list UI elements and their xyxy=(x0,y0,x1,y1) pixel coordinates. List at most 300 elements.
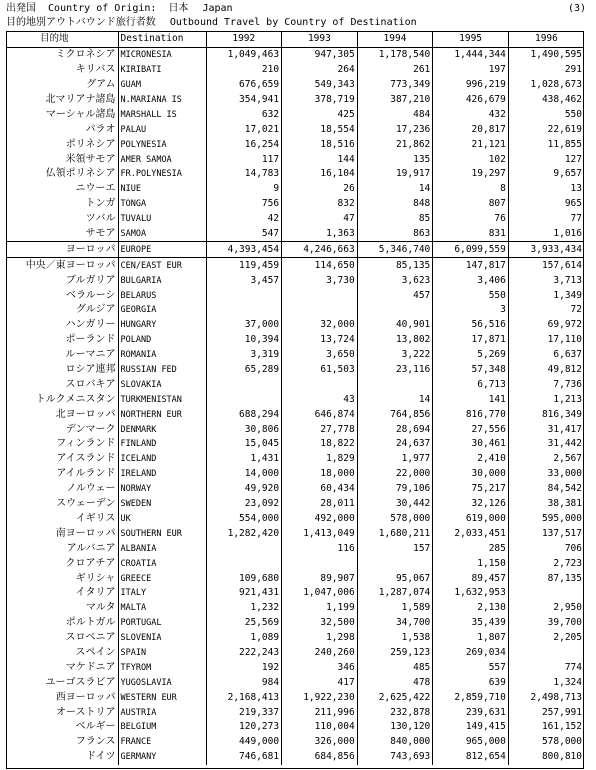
destination-ja: イギリス xyxy=(75,512,116,524)
destination-en: N.MARIANA IS xyxy=(118,93,206,108)
cell-value: 326,000 xyxy=(282,735,358,750)
cell-value: 485 xyxy=(357,660,433,675)
col-header-dest-en: Destination xyxy=(118,32,206,48)
cell-value: 816,770 xyxy=(433,407,509,422)
cell-value: 16,254 xyxy=(206,137,282,152)
cell-value: 26 xyxy=(282,182,358,197)
cell-value: 4,246,663 xyxy=(282,242,358,258)
cell-value: 1,490,595 xyxy=(508,47,584,62)
cell-value: 19,917 xyxy=(357,167,433,182)
table-row xyxy=(6,122,584,137)
destination-ja: ニウーエ xyxy=(75,183,116,195)
cell-value: 161,152 xyxy=(508,720,584,735)
table-row xyxy=(6,182,584,197)
cell-value: 646,874 xyxy=(282,407,358,422)
cell-value: 2,410 xyxy=(433,452,509,467)
destination-ja: スロベニア xyxy=(65,632,116,644)
cell-value: 30,461 xyxy=(433,437,509,452)
cell-value: 17,021 xyxy=(206,122,282,137)
destination-en: AMER SAMOA xyxy=(118,152,206,167)
table-row xyxy=(6,452,584,467)
cell-value: 17,871 xyxy=(433,333,509,348)
cell-value: 684,856 xyxy=(282,750,358,765)
cell-value: 438,462 xyxy=(508,93,584,108)
cell-value: 478 xyxy=(357,675,433,690)
cell-value: 2,205 xyxy=(508,631,584,646)
cell-value: 117 xyxy=(206,152,282,167)
table-row xyxy=(6,482,584,497)
destination-ja: ユーゴスラビア xyxy=(45,676,116,688)
destination-ja: キリバス xyxy=(75,64,116,76)
cell-value: 4,393,454 xyxy=(206,242,282,258)
cell-value: 211,996 xyxy=(282,705,358,720)
table-row xyxy=(6,720,584,735)
table-row xyxy=(6,705,584,720)
cell-value: 5,346,740 xyxy=(357,242,433,258)
cell-value: 457 xyxy=(357,288,433,303)
table-row xyxy=(6,93,584,108)
cell-value: 39,700 xyxy=(508,616,584,631)
cell-value: 19,297 xyxy=(433,167,509,182)
cell-value: 3,713 xyxy=(508,273,584,288)
cell-value: 116 xyxy=(282,541,358,556)
cell-value: 832 xyxy=(282,197,358,212)
cell-value: 3,623 xyxy=(357,273,433,288)
destination-en: SWEDEN xyxy=(118,497,206,512)
cell-value: 15,045 xyxy=(206,437,282,452)
cell-value: 240,260 xyxy=(282,646,358,661)
cell-value: 947,305 xyxy=(282,47,358,62)
cell-value xyxy=(206,303,282,318)
table-row xyxy=(6,107,584,122)
destination-en: MICRONESIA xyxy=(118,47,206,62)
cell-value: 232,878 xyxy=(357,705,433,720)
cell-value: 965 xyxy=(508,197,584,212)
table-row xyxy=(6,227,584,242)
cell-value: 114,650 xyxy=(282,258,358,273)
cell-value: 21,121 xyxy=(433,137,509,152)
cell-value: 557 xyxy=(433,660,509,675)
cell-value: 89,457 xyxy=(433,571,509,586)
cell-value: 9,657 xyxy=(508,167,584,182)
cell-value: 25,569 xyxy=(206,616,282,631)
cell-value: 426,679 xyxy=(433,93,509,108)
cell-value: 1,431 xyxy=(206,452,282,467)
destination-en: BULGARIA xyxy=(118,273,206,288)
cell-value: 449,000 xyxy=(206,735,282,750)
destination-en: ITALY xyxy=(118,586,206,601)
table-row xyxy=(6,303,584,318)
origin-label-ja: 出発国 xyxy=(6,3,36,14)
destination-ja: ツバル xyxy=(85,213,116,225)
table-row xyxy=(6,631,584,646)
destination-ja: スウェーデン xyxy=(56,498,116,510)
col-header-year: 1992 xyxy=(206,32,282,48)
cell-value xyxy=(282,556,358,571)
cell-value: 5,269 xyxy=(433,348,509,363)
cell-value: 1,089 xyxy=(206,631,282,646)
cell-value: 3,650 xyxy=(282,348,358,363)
destination-en: BELGIUM xyxy=(118,720,206,735)
destination-ja: ポリネシア xyxy=(65,138,116,150)
destination-en: EUROPE xyxy=(118,242,206,258)
origin-label-en: Country of Origin: xyxy=(48,3,157,14)
cell-value: 1,829 xyxy=(282,452,358,467)
cell-value: 492,000 xyxy=(282,512,358,527)
cell-value: 28,694 xyxy=(357,422,433,437)
cell-value: 800,810 xyxy=(508,750,584,765)
cell-value: 1,413,049 xyxy=(282,526,358,541)
table-row xyxy=(6,333,584,348)
destination-ja: オーストリア xyxy=(56,706,116,718)
cell-value: 378,719 xyxy=(282,93,358,108)
destination-en: TONGA xyxy=(118,197,206,212)
cell-value xyxy=(282,303,358,318)
table-row xyxy=(6,392,584,407)
cell-value: 43 xyxy=(282,392,358,407)
cell-value: 2,950 xyxy=(508,601,584,616)
destination-en: SOUTHERN EUR xyxy=(118,526,206,541)
table-row xyxy=(6,660,584,675)
cell-value xyxy=(282,288,358,303)
cell-value: 85,135 xyxy=(357,258,433,273)
table-body xyxy=(6,47,584,764)
cell-value: 1,807 xyxy=(433,631,509,646)
cell-value: 1,047,006 xyxy=(282,586,358,601)
destination-ja: ノルウェー xyxy=(66,483,116,495)
table-row xyxy=(6,407,584,422)
cell-value: 87,135 xyxy=(508,571,584,586)
cell-value: 346 xyxy=(282,660,358,675)
destination-ja: ドイツ xyxy=(86,751,116,763)
cell-value: 1,589 xyxy=(357,601,433,616)
cell-value: 259,123 xyxy=(357,646,433,661)
col-header-year: 1994 xyxy=(357,32,433,48)
cell-value: 1,199 xyxy=(282,601,358,616)
cell-value: 14,000 xyxy=(206,467,282,482)
cell-value: 8 xyxy=(433,182,509,197)
destination-ja: フランス xyxy=(75,736,116,748)
cell-value: 632 xyxy=(206,107,282,122)
cell-value: 1,363 xyxy=(282,227,358,242)
destination-ja: ハンガリー xyxy=(65,319,116,331)
destination-en: POLYNESIA xyxy=(118,137,206,152)
cell-value: 6,099,559 xyxy=(433,242,509,258)
subtitle-en: Outbound Travel by Country of Destination xyxy=(169,17,417,28)
cell-value: 33,000 xyxy=(508,467,584,482)
table-row xyxy=(6,467,584,482)
cell-value: 222,243 xyxy=(206,646,282,661)
table-row xyxy=(6,363,584,378)
destination-en: CEN/EAST EUR xyxy=(118,258,206,273)
cell-value: 554,000 xyxy=(206,512,282,527)
table-row xyxy=(6,212,584,227)
cell-value: 1,150 xyxy=(433,556,509,571)
table-row xyxy=(6,601,584,616)
cell-value: 432 xyxy=(433,107,509,122)
table-row xyxy=(6,348,584,363)
destination-ja: マルタ xyxy=(85,602,116,614)
cell-value: 1,282,420 xyxy=(206,526,282,541)
cell-value: 1,232 xyxy=(206,601,282,616)
cell-value xyxy=(206,556,282,571)
destination-ja: 北マリアナ諸島 xyxy=(45,94,116,105)
destination-ja: 米領サモア xyxy=(65,153,116,165)
table-row xyxy=(6,735,584,750)
cell-value: 17,236 xyxy=(357,122,433,137)
table-subtitle xyxy=(6,16,417,30)
cell-value: 76 xyxy=(433,212,509,227)
destination-ja: ブルガリア xyxy=(65,274,116,286)
cell-value: 706 xyxy=(508,541,584,556)
destination-ja: ポルトガル xyxy=(65,617,116,629)
cell-value: 1,349 xyxy=(508,288,584,303)
destination-en: TFYROM xyxy=(118,660,206,675)
cell-value xyxy=(206,377,282,392)
destination-en: KIRIBATI xyxy=(118,63,206,78)
cell-value: 9 xyxy=(206,182,282,197)
cell-value: 3,222 xyxy=(357,348,433,363)
destination-ja: マケドニア xyxy=(65,661,116,673)
cell-value: 219,337 xyxy=(206,705,282,720)
table-row xyxy=(6,152,584,167)
cell-value: 27,778 xyxy=(282,422,358,437)
cell-value: 32,500 xyxy=(282,616,358,631)
cell-value: 1,632,953 xyxy=(433,586,509,601)
destination-en: NORWAY xyxy=(118,482,206,497)
destination-ja: トルクメニスタン xyxy=(35,393,116,405)
cell-value: 49,920 xyxy=(206,482,282,497)
cell-value: 47 xyxy=(282,212,358,227)
destination-ja: ミクロネシア xyxy=(55,49,116,61)
cell-value: 1,538 xyxy=(357,631,433,646)
cell-value: 13 xyxy=(508,182,584,197)
cell-value: 89,907 xyxy=(282,571,358,586)
cell-value: 619,000 xyxy=(433,512,509,527)
destination-en: GUAM xyxy=(118,78,206,93)
cell-value: 27,556 xyxy=(433,422,509,437)
destination-en: IRELAND xyxy=(118,467,206,482)
table-row xyxy=(6,377,584,392)
cell-value: 264 xyxy=(282,63,358,78)
destination-en: PORTUGAL xyxy=(118,616,206,631)
cell-value xyxy=(357,556,433,571)
cell-value: 102 xyxy=(433,152,509,167)
destination-en: GERMANY xyxy=(118,750,206,765)
cell-value xyxy=(508,586,584,601)
cell-value: 387,210 xyxy=(357,93,433,108)
destination-en: BELARUS xyxy=(118,288,206,303)
cell-value xyxy=(206,541,282,556)
destination-en: AUSTRIA xyxy=(118,705,206,720)
cell-value: 1,213 xyxy=(508,392,584,407)
cell-value: 32,126 xyxy=(433,497,509,512)
cell-value: 417 xyxy=(282,675,358,690)
destination-en: DENMARK xyxy=(118,422,206,437)
destination-en: SPAIN xyxy=(118,646,206,661)
cell-value: 14 xyxy=(357,392,433,407)
cell-value: 56,516 xyxy=(433,318,509,333)
col-header-year: 1993 xyxy=(282,32,358,48)
cell-value: 1,324 xyxy=(508,675,584,690)
table-row xyxy=(6,437,584,452)
cell-value: 23,116 xyxy=(357,363,433,378)
destination-ja: 北ヨーロッパ xyxy=(55,408,116,420)
cell-value: 547 xyxy=(206,227,282,242)
cell-value: 23,092 xyxy=(206,497,282,512)
destination-ja: 仏領ポリネシア xyxy=(45,168,116,180)
cell-value: 40,901 xyxy=(357,318,433,333)
table-row xyxy=(6,63,584,78)
table-row xyxy=(6,167,584,182)
destination-ja: クロアチア xyxy=(65,557,116,569)
cell-value: 2,859,710 xyxy=(433,690,509,705)
cell-value: 14,783 xyxy=(206,167,282,182)
destination-ja: 西ヨーロッパ xyxy=(55,691,116,703)
cell-value: 34,700 xyxy=(357,616,433,631)
subtitle-ja: 目的地別アウトバウンド旅行者数 xyxy=(6,17,156,28)
cell-value: 2,567 xyxy=(508,452,584,467)
table-row xyxy=(6,750,584,765)
cell-value: 639 xyxy=(433,675,509,690)
cell-value: 110,004 xyxy=(282,720,358,735)
cell-value: 773,349 xyxy=(357,78,433,93)
cell-value: 144 xyxy=(282,152,358,167)
cell-value: 7,736 xyxy=(508,377,584,392)
cell-value: 996,219 xyxy=(433,78,509,93)
cell-value: 31,442 xyxy=(508,437,584,452)
cell-value: 3,406 xyxy=(433,273,509,288)
cell-value: 1,298 xyxy=(282,631,358,646)
table-row xyxy=(6,497,584,512)
cell-value: 3,730 xyxy=(282,273,358,288)
cell-value: 141 xyxy=(433,392,509,407)
cell-value: 764,856 xyxy=(357,407,433,422)
cell-value: 32,000 xyxy=(282,318,358,333)
col-header-year: 1996 xyxy=(508,32,584,48)
cell-value: 756 xyxy=(206,197,282,212)
destination-ja: グアム xyxy=(86,79,116,91)
cell-value: 965,000 xyxy=(433,735,509,750)
cell-value: 137,517 xyxy=(508,526,584,541)
cell-value: 157 xyxy=(357,541,433,556)
table-row xyxy=(6,526,584,541)
table-row xyxy=(6,242,584,258)
cell-value: 57,348 xyxy=(433,363,509,378)
cell-value: 42 xyxy=(206,212,282,227)
cell-value: 261 xyxy=(357,63,433,78)
cell-value: 848 xyxy=(357,197,433,212)
page-number: (3) xyxy=(567,3,586,14)
cell-value: 135 xyxy=(357,152,433,167)
destination-en: GEORGIA xyxy=(118,303,206,318)
cell-value: 1,680,211 xyxy=(357,526,433,541)
cell-value: 65,289 xyxy=(206,363,282,378)
destination-en: WESTERN EUR xyxy=(118,690,206,705)
cell-value: 743,693 xyxy=(357,750,433,765)
destination-en: POLAND xyxy=(118,333,206,348)
origin-country-en: Japan xyxy=(202,3,233,14)
destination-ja: ルーマニア xyxy=(65,349,116,361)
cell-value: 285 xyxy=(433,541,509,556)
cell-value: 24,637 xyxy=(357,437,433,452)
cell-value: 269,034 xyxy=(433,646,509,661)
cell-value: 1,049,463 xyxy=(206,47,282,62)
cell-value: 1,977 xyxy=(357,452,433,467)
cell-value: 30,000 xyxy=(433,467,509,482)
cell-value xyxy=(206,392,282,407)
table-row xyxy=(6,258,584,273)
cell-value: 210 xyxy=(206,63,282,78)
cell-value: 354,941 xyxy=(206,93,282,108)
cell-value: 2,168,413 xyxy=(206,690,282,705)
cell-value: 1,922,230 xyxy=(282,690,358,705)
destination-en: SAMOA xyxy=(118,227,206,242)
cell-value: 157,614 xyxy=(508,258,584,273)
cell-value xyxy=(206,288,282,303)
table-row xyxy=(6,586,584,601)
destination-ja: アルバニア xyxy=(66,542,116,554)
origin-country-ja: 日本 xyxy=(168,3,189,14)
destination-en: RUSSIAN FED xyxy=(118,363,206,378)
destination-en: GREECE xyxy=(118,571,206,586)
destination-en: ROMANIA xyxy=(118,348,206,363)
destination-ja: ヨーロッパ xyxy=(6,242,118,258)
cell-value: 22,000 xyxy=(357,467,433,482)
cell-value: 84,542 xyxy=(508,482,584,497)
destination-ja: ポーランド xyxy=(65,334,116,346)
cell-value: 85 xyxy=(357,212,433,227)
table-row xyxy=(6,288,584,303)
cell-value: 1,287,074 xyxy=(357,586,433,601)
cell-value: 6,713 xyxy=(433,377,509,392)
destination-ja: 中央／東ヨーロッパ xyxy=(6,258,118,273)
cell-value: 37,000 xyxy=(206,318,282,333)
cell-value: 1,028,673 xyxy=(508,78,584,93)
cell-value: 130,120 xyxy=(357,720,433,735)
destination-ja: 南ヨーロッパ xyxy=(55,527,116,539)
cell-value: 2,033,451 xyxy=(433,526,509,541)
cell-value: 816,349 xyxy=(508,407,584,422)
cell-value: 13,802 xyxy=(357,333,433,348)
cell-value: 840,000 xyxy=(357,735,433,750)
cell-value: 35,439 xyxy=(433,616,509,631)
cell-value: 77 xyxy=(508,212,584,227)
table-row xyxy=(6,137,584,152)
destination-en: SLOVAKIA xyxy=(118,377,206,392)
destination-en: PALAU xyxy=(118,122,206,137)
cell-value: 812,654 xyxy=(433,750,509,765)
table-row xyxy=(6,273,584,288)
table-row xyxy=(6,556,584,571)
destination-en: NORTHERN EUR xyxy=(118,407,206,422)
cell-value: 2,723 xyxy=(508,556,584,571)
cell-value: 484 xyxy=(357,107,433,122)
cell-value: 69,972 xyxy=(508,318,584,333)
cell-value: 578,000 xyxy=(357,512,433,527)
table-row xyxy=(6,47,584,62)
destination-en: MALTA xyxy=(118,601,206,616)
destination-ja: スロバキア xyxy=(65,378,116,390)
destination-ja: ロシア連邦 xyxy=(65,364,116,376)
destination-ja: ベルギー xyxy=(75,721,116,733)
cell-value: 72 xyxy=(508,303,584,318)
destination-en: YUGOSLAVIA xyxy=(118,675,206,690)
table-header-row xyxy=(6,32,584,48)
cell-value: 6,637 xyxy=(508,348,584,363)
cell-value: 863 xyxy=(357,227,433,242)
cell-value xyxy=(282,377,358,392)
